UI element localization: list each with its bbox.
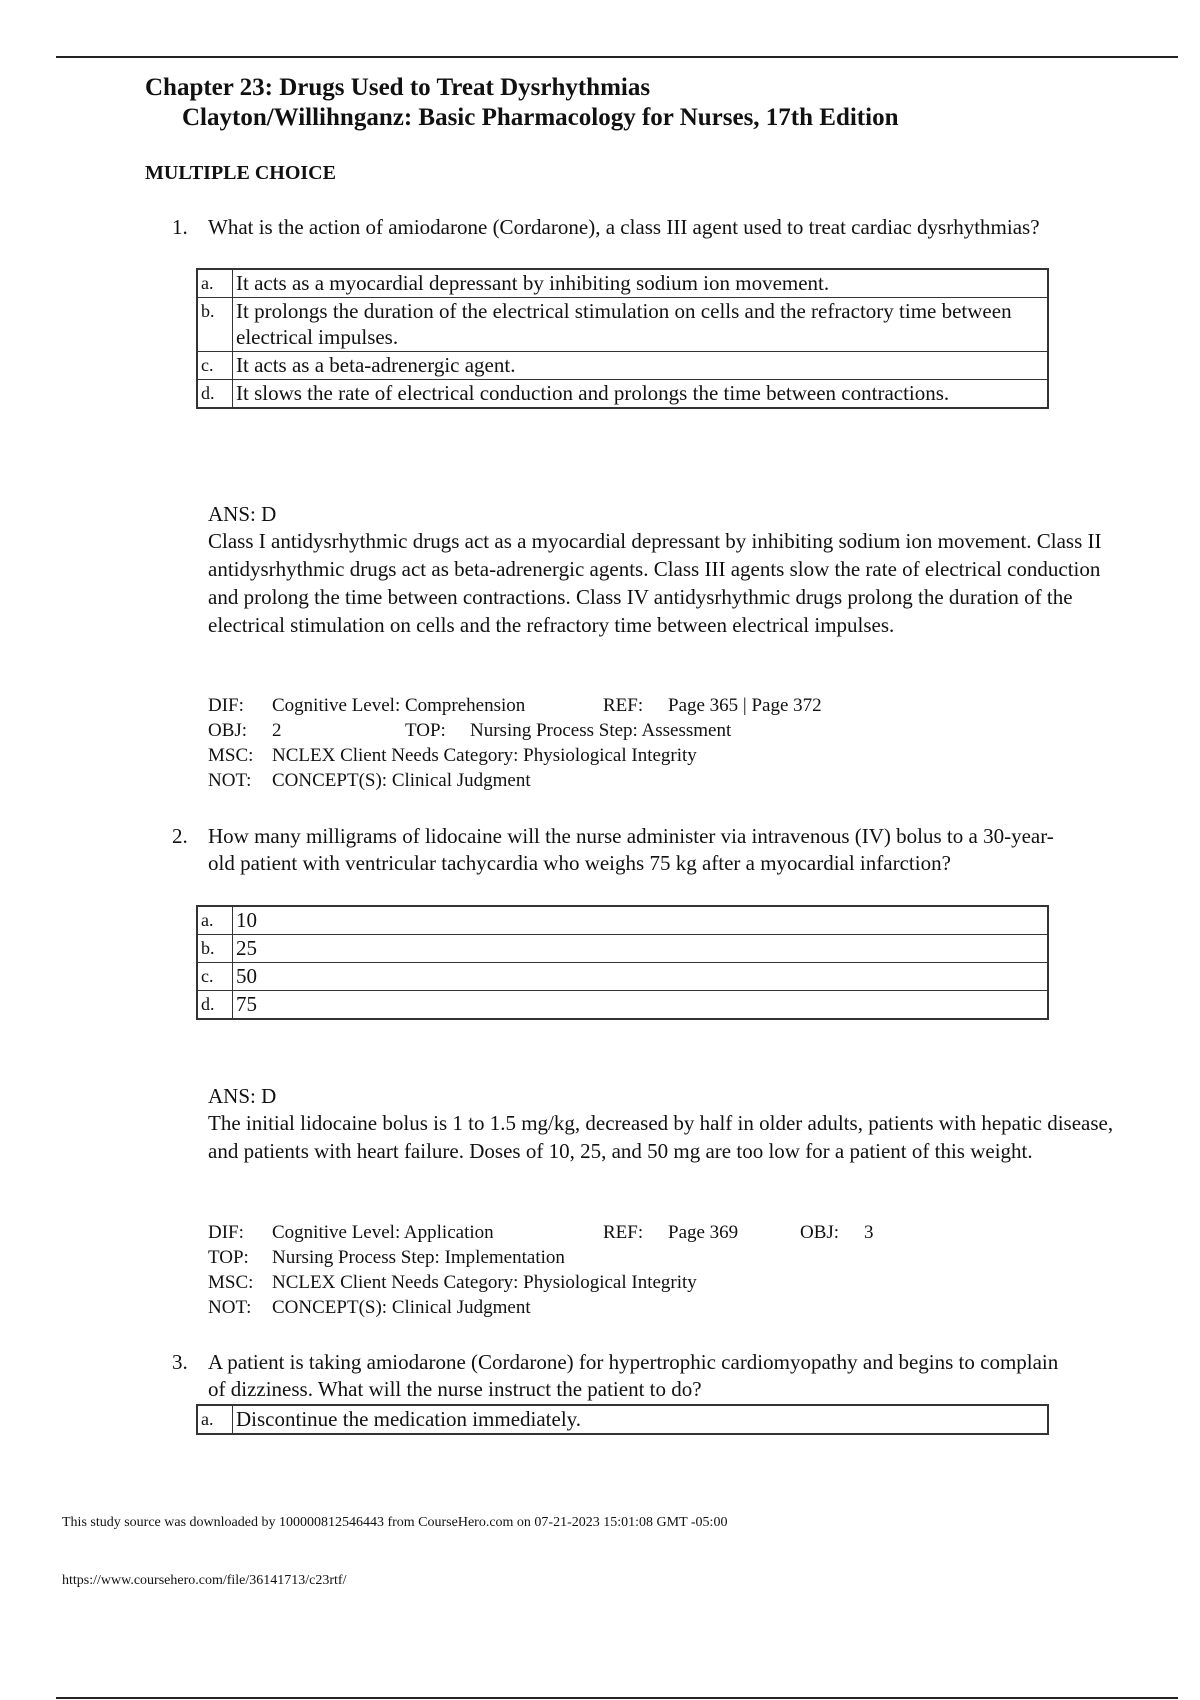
not-label: NOT: (208, 1297, 252, 1318)
question-stem: How many milligrams of lidocaine will the nurse administer via intravenous (IV) bolus to a 30-year-old patient with ventricular tachycardia who weighs 75 kg after a myocardial infarction? (208, 824, 1054, 875)
obj-value: 2 (272, 720, 282, 741)
choice-text: 75 (233, 991, 1049, 1020)
question-number: 2. (172, 824, 188, 848)
question-number: 1. (172, 215, 188, 239)
msc-label: MSC: (208, 745, 254, 766)
dif-label: DIF: (208, 695, 244, 716)
choice-letter: d. (197, 991, 233, 1020)
ref-label: REF: (603, 1222, 644, 1243)
question-metadata (208, 693, 1108, 793)
choice-text: Discontinue the medication immediately. (233, 1405, 1049, 1434)
choices-table (196, 905, 1049, 1020)
choices-table (196, 1404, 1049, 1435)
choice-letter: c. (197, 963, 233, 991)
top-label: TOP: (405, 720, 446, 741)
ref-label: REF: (603, 695, 644, 716)
ref-value: Page 369 (668, 1222, 739, 1243)
choice-row[interactable] (197, 269, 1048, 298)
not-value: CONCEPT(S): Clinical Judgment (272, 1297, 531, 1318)
choice-letter: d. (197, 380, 233, 409)
choice-row[interactable] (197, 1405, 1048, 1434)
not-label: NOT: (208, 770, 252, 791)
meta-row-4 (208, 768, 1108, 793)
dif-value: Cognitive Level: Comprehension (272, 695, 526, 716)
choice-row[interactable] (197, 991, 1048, 1020)
source-note: This study source was downloaded by 100000812546443 from CourseHero.com on 07-21-2023 15:01:08 GMT -05:00 (62, 1515, 728, 1530)
answer-key: ANS: D (208, 502, 277, 526)
top-rule (56, 56, 1178, 58)
choice-text: 25 (233, 935, 1049, 963)
choice-row[interactable] (197, 963, 1048, 991)
choice-text: It slows the rate of electrical conduction and prolongs the time between contractions. (233, 380, 1049, 409)
source-url[interactable]: https://www.coursehero.com/file/36141713/c23rtf/ (62, 1573, 347, 1588)
top-label: TOP: (208, 1247, 249, 1268)
meta-row-1 (208, 693, 1108, 718)
bottom-rule (56, 1697, 1178, 1699)
msc-value: NCLEX Client Needs Category: Physiological Integrity (272, 745, 697, 766)
dif-value: Cognitive Level: Application (272, 1222, 494, 1243)
question-number: 3. (172, 1350, 188, 1374)
top-value: Nursing Process Step: Implementation (272, 1247, 565, 1268)
section-heading: MULTIPLE CHOICE (145, 162, 336, 184)
choice-letter: b. (197, 298, 233, 352)
answer-key: ANS: D (208, 1084, 277, 1108)
choice-letter: a. (197, 1405, 233, 1434)
choice-letter: c. (197, 352, 233, 380)
msc-label: MSC: (208, 1272, 254, 1293)
choices-table (196, 268, 1049, 409)
dif-label: DIF: (208, 1222, 244, 1243)
book-title: Clayton/Willihnganz: Basic Pharmacology for Nurses, 17th Edition (182, 104, 899, 131)
choice-letter: a. (197, 269, 233, 298)
question-stem: What is the action of amiodarone (Cordarone), a class III agent used to treat cardiac dysrhythmias? (208, 215, 1040, 239)
question-metadata (208, 1220, 1108, 1320)
choice-row[interactable] (197, 298, 1048, 352)
ref-value: Page 365 | Page 372 (668, 695, 822, 716)
choice-text: 50 (233, 963, 1049, 991)
meta-row-3 (208, 1270, 1108, 1295)
meta-row-3 (208, 743, 1108, 768)
choice-row[interactable] (197, 380, 1048, 409)
answer-rationale: Class I antidysrhythmic drugs act as a myocardial depressant by inhibiting sodium ion movement. Class II antidysrhythmic drugs act as beta-adrenergic agents. Class III agents slow the rate of electrical conduction and prolong the time between contractions. Class IV antidysrhythmic drugs prolong the duration of the electrical stimulation on cells and the refractory time between electrical impulses. (208, 529, 1102, 637)
obj-label: OBJ: (208, 720, 248, 741)
not-value: CONCEPT(S): Clinical Judgment (272, 770, 531, 791)
choice-letter: b. (197, 935, 233, 963)
choice-text: It prolongs the duration of the electrical stimulation on cells and the refractory time between electrical impulses. (233, 298, 1049, 352)
choice-row[interactable] (197, 935, 1048, 963)
question-stem: A patient is taking amiodarone (Cordarone) for hypertrophic cardiomyopathy and begins to complain of dizziness. What will the nurse instruct the patient to do? (208, 1350, 1059, 1401)
choice-text: It acts as a beta-adrenergic agent. (233, 352, 1049, 380)
chapter-title: Chapter 23: Drugs Used to Treat Dysrhythmias (145, 74, 651, 101)
obj-label: OBJ: (800, 1222, 840, 1243)
meta-row-4 (208, 1295, 1108, 1320)
choice-row[interactable] (197, 906, 1048, 935)
obj-value: 3 (864, 1222, 874, 1243)
choice-letter: a. (197, 906, 233, 935)
choice-text: It acts as a myocardial depressant by inhibiting sodium ion movement. (233, 269, 1049, 298)
meta-row-1 (208, 1220, 1108, 1245)
msc-value: NCLEX Client Needs Category: Physiological Integrity (272, 1272, 697, 1293)
answer-rationale: The initial lidocaine bolus is 1 to 1.5 mg/kg, decreased by half in older adults, patients with hepatic disease, and patients with heart failure. Doses of 10, 25, and 50 mg are too low for a patient of this weight. (208, 1111, 1114, 1163)
top-value: Nursing Process Step: Assessment (470, 720, 732, 741)
meta-row-2 (208, 1245, 1108, 1270)
choice-row[interactable] (197, 352, 1048, 380)
choice-text: 10 (233, 906, 1049, 935)
meta-row-2 (208, 718, 1108, 743)
